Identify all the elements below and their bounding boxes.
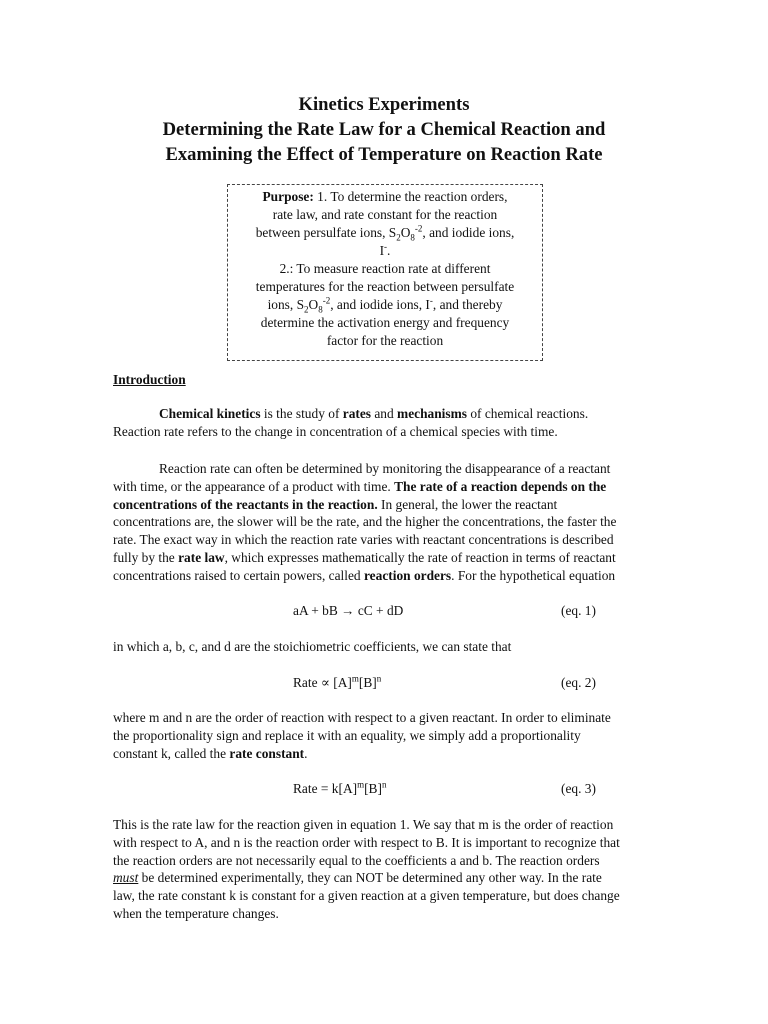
equation-1: aA + bB → cC + dD [293, 603, 404, 618]
paragraph: Chemical kinetics is the study of rates and mechanisms of chemical reactions. Reaction rate refers to the change in concentration of a chemical species with time. [113, 406, 589, 439]
purpose-text: factor for the reaction [326, 333, 444, 348]
purpose-text: ions, $S_2O_8^{-2}$, and iodide ions, I-, and thereby [267, 295, 503, 315]
purpose-box [227, 184, 543, 361]
paragraph: where m and n are the order of reaction with respect to a given reactant. In order to eliminate the proportionality sign and replace it with an equality, we simply add a proportionality constant k, called the rate constant. [113, 710, 611, 761]
title-line-1: Kinetics Experiments [298, 94, 470, 115]
paragraph: This is the rate law for the reaction given in equation 1. We say that m is the order of reaction with respect to A, and n is the reaction order with respect to B. It is important to recognize that the reaction orders are not necessarily equal to the coefficients a and b. The reaction orders must be determined experimentally, they can NOT be determined any other way. In the rate law, the rate constant k is constant for a given reaction at a given temperature, but does change when the temperature changes. [113, 817, 620, 921]
purpose-text: between persulfate ions, $S_2O_8^{-2}$, and iodide ions, [255, 223, 515, 243]
equation-3: Rate = $k[A]^m[B]^n$ [293, 779, 387, 796]
purpose-text: 2.: To measure reaction rate at different [279, 261, 491, 276]
paragraph: in which a, b, c, and d are the stoichiometric coefficients, we can state that [113, 639, 512, 654]
equation-3-label: (eq. 3) [561, 781, 596, 796]
purpose-label: Purpose: [262, 189, 314, 204]
equation-2: Rate ∝ $[A]^m[B]^n$ [293, 673, 382, 690]
equation-2-label: (eq. 2) [561, 675, 596, 690]
purpose-text: determine the activation energy and frequency [260, 315, 510, 330]
purpose-text: temperatures for the reaction between persulfate [255, 279, 515, 294]
purpose-text: rate law, and rate constant for the reaction [272, 207, 498, 222]
equation-1-label: (eq. 1) [561, 603, 596, 618]
purpose-text: 1. To determine the reaction orders, [313, 189, 508, 204]
paragraph: Reaction rate can often be determined by monitoring the disappearance of a reactant with time, or the appearance of a product with time. The rate of a reaction depends on the concentrations of the reactants in the reaction. In general, the lower the reactant concentrations are, the slower will be the rate, and the higher the concentrations, the faster the rate. The exact way in which the reaction rate varies with reactant concentrations is described fully by the rate law, which expresses mathematically the rate of reaction in terms of reactant concentrations raised to certain powers, called reaction orders. For the hypothetical equation [113, 461, 617, 583]
title-line-3: Examining the Effect of Temperature on Reaction Rate [165, 144, 603, 165]
title-line-2: Determining the Rate Law for a Chemical Reaction and [162, 119, 606, 140]
purpose-text: I-. [379, 241, 391, 258]
section-heading: Introduction [113, 372, 186, 387]
